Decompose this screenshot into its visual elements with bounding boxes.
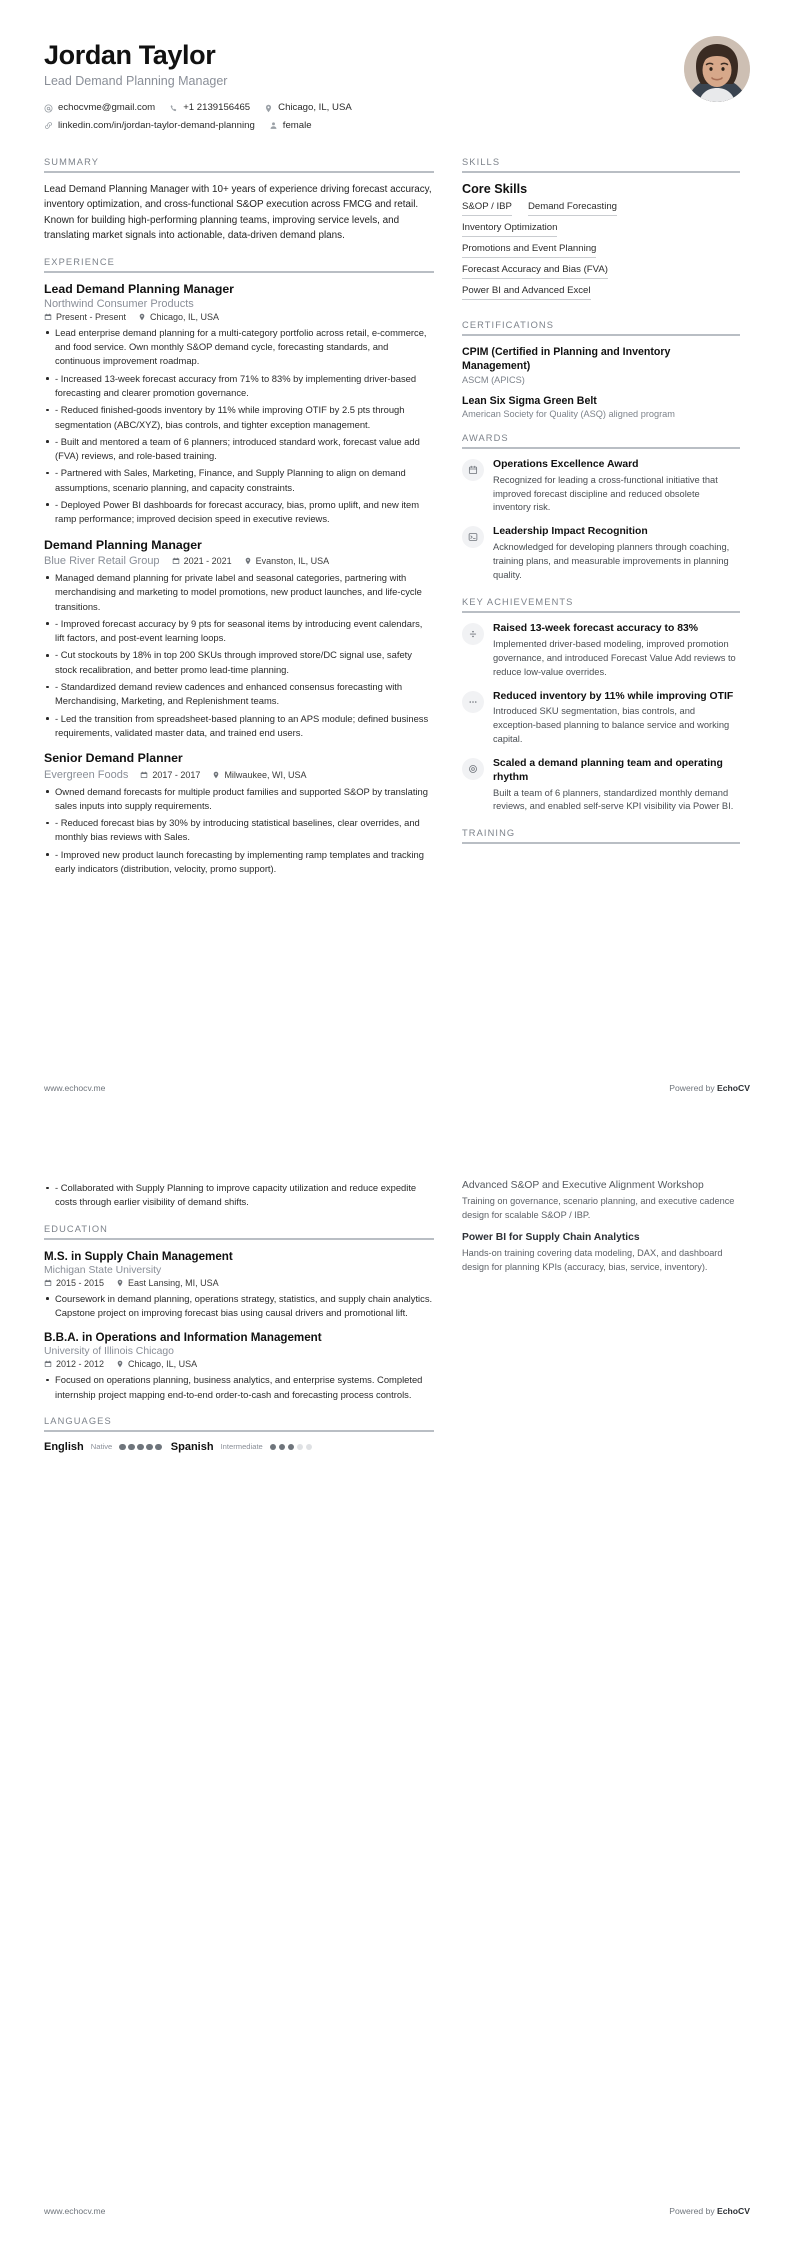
section-divider: [44, 1238, 434, 1240]
language-level: Native: [90, 1442, 113, 1452]
training-title: Power BI for Supply Chain Analytics: [462, 1232, 640, 1244]
divide-icon: [462, 623, 484, 645]
experience-dates: [172, 556, 232, 566]
award-title: Operations Excellence Award: [493, 458, 639, 470]
experience-entry: [44, 538, 434, 741]
bullet: Focused on operations planning, business analytics, and enterprise systems. Completed internship project mapping end-to-end order-to-cash and forecasting process controls.: [44, 1373, 434, 1402]
achievement-title: Raised 13-week forecast accuracy to 83%: [493, 622, 699, 634]
experience-dates-text: 2021 - 2021: [183, 555, 232, 566]
achievement-body: [493, 757, 740, 814]
section-divider: [462, 334, 740, 336]
experience-company: Blue River Retail Group: [44, 554, 160, 567]
calendar-icon: [462, 459, 484, 481]
footer-powered-prefix: Powered by: [669, 1083, 718, 1093]
experience-entry: [44, 282, 434, 526]
section-key-achievements: [462, 597, 740, 814]
dot: [146, 1444, 153, 1451]
section-education: [44, 1224, 434, 1402]
section-awards: [462, 433, 740, 583]
achievement-entry: [462, 622, 740, 680]
language-level-dots: [119, 1444, 162, 1451]
bullet: - Standardized demand review cadences and enhanced consensus forecasting with Merchandising, Marketing, and Replenishment teams.: [44, 680, 434, 709]
person-icon: [269, 121, 278, 130]
certification-issuer: ASCM (APICS): [462, 374, 525, 385]
skills-list: [462, 264, 740, 285]
contact-gender: [269, 120, 312, 132]
certification-entry: [462, 394, 740, 419]
education-dates: [44, 1278, 104, 1288]
bullet: - Cut stockouts by 18% in top 200 SKUs through improved store/DC signal use, safety stock recalibration, and better promo lead-time planning.: [44, 648, 434, 677]
experience-meta: [44, 769, 434, 781]
section-training: [462, 1179, 740, 1275]
dot: [297, 1444, 304, 1451]
experience-bullets: [44, 571, 434, 740]
bullet: Managed demand planning for private label and seasonal categories, partnering with merchandising and marketing to model promotions, new product launches, and life-cycle transitions.: [44, 571, 434, 614]
location-icon: [244, 557, 252, 565]
link-icon: [44, 121, 53, 130]
skills-list: [462, 201, 740, 222]
section-languages: [44, 1416, 434, 1453]
contact-gender-text: female: [282, 119, 312, 131]
contact-phone[interactable]: [169, 102, 250, 114]
achievement-title: Reduced inventory by 11% while improving OTIF: [493, 690, 734, 702]
section-training-heading: [462, 828, 740, 844]
certification-entry: [462, 345, 740, 385]
language-level: Intermediate: [220, 1442, 263, 1452]
footer-powered-prefix: Powered by: [669, 2206, 718, 2216]
experience-location: [212, 770, 306, 780]
experience-location-text: Chicago, IL, USA: [150, 311, 220, 322]
award-body: [493, 458, 740, 516]
experience-dates: [140, 770, 200, 780]
section-heading-awards: AWARDS: [462, 432, 509, 443]
education-dates-text: 2015 - 2015: [56, 1277, 105, 1288]
certification-name: Lean Six Sigma Green Belt: [462, 394, 597, 407]
page-title: Jordan Taylor: [44, 40, 216, 70]
section-heading-key-achievements: KEY ACHIEVEMENTS: [462, 596, 574, 607]
education-entry: [44, 1249, 434, 1321]
bullet: - Partnered with Sales, Marketing, Finance, and Supply Planning to align on demand assumptions, scenario planning, and capacity constraints.: [44, 466, 434, 495]
bullet: Coursework in demand planning, operations strategy, statistics, and supply chain analytics. Capstone project on improving forecast bias using causal drivers and promotional lift.: [44, 1292, 434, 1321]
education-degree: M.S. in Supply Chain Management: [44, 1249, 233, 1263]
bullet: - Increased 13-week forecast accuracy from 71% to 83% by implementing driver-based forecasting and clearer promotion governance.: [44, 372, 434, 401]
section-divider: [462, 447, 740, 449]
bullet: Lead enterprise demand planning for a multi-category portfolio across retail, e-commerce, and food service. Own monthly S&OP demand cycle, forecasting standards, and continuous improvement roadmap.: [44, 326, 434, 369]
skill-item: Power BI and Advanced Excel: [462, 285, 591, 300]
training-entry: [462, 1179, 740, 1222]
section-heading-training: TRAINING: [462, 828, 516, 839]
experience-dates-text: 2017 - 2017: [152, 769, 201, 780]
footer-powered-by: [669, 2206, 750, 2216]
bullet: - Improved forecast accuracy by 9 pts for seasonal items by introducing event calendars, lift factors, and post-event learning loops.: [44, 617, 434, 646]
education-location-text: Chicago, IL, USA: [128, 1359, 198, 1370]
education-location-text: East Lansing, MI, USA: [128, 1277, 219, 1288]
experience-dates: [44, 312, 126, 322]
education-location: [116, 1278, 219, 1288]
experience-location: [244, 556, 330, 566]
education-degree: B.B.A. in Operations and Information Management: [44, 1331, 322, 1345]
section-heading-summary: SUMMARY: [44, 156, 100, 167]
calendar-icon: [172, 557, 180, 565]
bullet: - Reduced forecast bias by 30% by introducing statistical baselines, clear overrides, and monthly bias reviews with Sales.: [44, 816, 434, 845]
footer-brand-name: EchoCV: [717, 1083, 750, 1093]
terminal-icon: [462, 526, 484, 548]
experience-role: Demand Planning Manager: [44, 537, 202, 552]
dot: [279, 1444, 286, 1451]
experience-entry: [44, 751, 434, 876]
achievement-description: Introduced SKU segmentation, bias controls, and exception-based planning to balance service and working capital.: [493, 706, 730, 745]
skills-group-title: Core Skills: [462, 181, 528, 196]
calendar-icon: [44, 313, 52, 321]
experience-location-text: Evanston, IL, USA: [255, 555, 330, 566]
contact-email[interactable]: [44, 102, 155, 114]
contact-row-1: [44, 102, 684, 114]
experience-company: Evergreen Foods: [44, 768, 129, 781]
location-icon: [264, 104, 273, 113]
experience-meta: [44, 312, 434, 322]
education-bullets: [44, 1373, 434, 1402]
education-school: Michigan State University: [44, 1264, 162, 1276]
calendar-icon: [140, 771, 148, 779]
dot: [155, 1444, 162, 1451]
section-heading-education: EDUCATION: [44, 1223, 108, 1234]
achievement-entry: [462, 690, 740, 748]
award-title: Leadership Impact Recognition: [493, 526, 648, 538]
bullet: Owned demand forecasts for multiple product families and supported S&OP by translating sales inputs into supply requirements.: [44, 785, 434, 814]
skills-list: [462, 285, 740, 306]
ellipsis-icon: [462, 691, 484, 713]
education-dates-text: 2012 - 2012: [56, 1359, 105, 1370]
experience-role: Lead Demand Planning Manager: [44, 282, 234, 297]
training-description: Training on governance, scenario planning, and executive cadence design for scalable S&OP / IBP.: [462, 1195, 735, 1220]
bullet: - Improved new product launch forecasting by implementing ramp templates and tracking early indicators (distribution, velocity, promo support).: [44, 848, 434, 877]
right-column: [462, 157, 740, 858]
section-divider: [44, 171, 434, 173]
contact-phone-text: +1 2139156465: [183, 102, 251, 114]
avatar: [684, 36, 750, 102]
experience-role: Senior Demand Planner: [44, 751, 183, 766]
section-heading-skills: SKILLS: [462, 156, 501, 167]
section-certifications: [462, 320, 740, 419]
contact-rows: [44, 102, 684, 132]
skill-item: S&OP / IBP: [462, 201, 512, 216]
experience-bullets: [44, 785, 434, 877]
certification-issuer: American Society for Quality (ASQ) aligned program: [462, 408, 675, 419]
education-school: University of Illinois Chicago: [44, 1346, 174, 1358]
calendar-icon: [44, 1279, 52, 1287]
section-heading-certifications: CERTIFICATIONS: [462, 319, 555, 330]
section-heading-experience: EXPERIENCE: [44, 257, 115, 268]
achievement-title: Scaled a demand planning team and operating rhythm: [493, 758, 723, 783]
experience-company: Northwind Consumer Products: [44, 297, 194, 310]
page-footer-2: [44, 2206, 750, 2216]
achievement-entry: [462, 757, 740, 814]
calendar-icon: [44, 1360, 52, 1368]
footer-brand-name: EchoCV: [717, 2206, 750, 2216]
target-icon: [462, 758, 484, 780]
bullet: - Collaborated with Supply Planning to improve capacity utilization and reduce expedite costs through earlier visibility of demand shifts.: [44, 1181, 434, 1210]
content-columns: [44, 157, 750, 890]
contact-linkedin[interactable]: [44, 120, 255, 132]
skills-list: [462, 243, 740, 264]
experience-bullets-continued: [44, 1181, 434, 1210]
footer-website[interactable]: www.echocv.me: [44, 1083, 106, 1093]
skill-item: Inventory Optimization: [462, 222, 557, 237]
contact-location-text: Chicago, IL, USA: [278, 102, 352, 114]
dot: [119, 1444, 126, 1451]
left-column: [44, 157, 434, 890]
location-icon: [138, 313, 146, 321]
experience-location-text: Milwaukee, WI, USA: [224, 769, 307, 780]
training-description: Hands-on training covering data modeling, DAX, and dashboard design for planning KPIs (accuracy, bias, service, inventory).: [462, 1248, 723, 1273]
bullet: - Reduced finished-goods inventory by 11% while improving OTIF by 2.5 pts through segmentation (ABC/XYZ), bias controls, and tighter exception management.: [44, 403, 434, 432]
bullet: - Deployed Power BI dashboards for forecast accuracy, bias, promo uplift, and new item ramp performance; improved decision speed in executive reviews.: [44, 498, 434, 527]
award-description: Acknowledged for developing planners through coaching, training plans, and measurable improvements in planning quality.: [493, 542, 730, 581]
skill-item: Forecast Accuracy and Bias (FVA): [462, 264, 608, 279]
contact-email-text: echocvme@gmail.com: [58, 102, 156, 114]
contact-linkedin-text: linkedin.com/in/jordan-taylor-demand-planning: [58, 119, 255, 131]
bullet: - Built and mentored a team of 6 planners; introduced standard work, forecast value add (FVA) reviews, and role-based training.: [44, 435, 434, 464]
language-entry: [171, 1441, 313, 1453]
language-name: English: [44, 1440, 84, 1453]
content-columns-page2: [44, 1179, 750, 1467]
section-heading-languages: LANGUAGES: [44, 1415, 112, 1426]
location-icon: [116, 1360, 124, 1368]
languages-list: [44, 1441, 434, 1453]
page-footer-1: [44, 1083, 750, 1093]
right-column-page2: [462, 1179, 740, 1289]
footer-powered-by: [669, 1083, 750, 1093]
left-column-page2: [44, 1179, 434, 1467]
experience-meta: [44, 555, 434, 567]
section-experience: [44, 257, 434, 876]
education-entry: [44, 1330, 434, 1402]
contact-location: [264, 102, 352, 114]
header-text-block: [44, 34, 684, 137]
dot: [137, 1444, 144, 1451]
education-bullets: [44, 1292, 434, 1321]
award-description: Recognized for leading a cross-functional initiative that improved forecast discipline and reduced obsolete inventory risk.: [493, 474, 718, 513]
section-divider: [44, 271, 434, 273]
achievement-body: [493, 690, 740, 748]
phone-icon: [169, 104, 178, 113]
education-dates: [44, 1359, 104, 1369]
footer-website[interactable]: www.echocv.me: [44, 2206, 106, 2216]
experience-dates-text: Present - Present: [56, 311, 127, 322]
resume-page-2: [0, 1123, 794, 2246]
skill-item: Promotions and Event Planning: [462, 243, 596, 258]
education-location: [116, 1359, 197, 1369]
language-level-dots: [270, 1444, 313, 1451]
email-icon: [44, 104, 53, 113]
skills-list: [462, 222, 740, 243]
resume-header: [44, 34, 750, 141]
award-entry: [462, 525, 740, 583]
location-icon: [212, 771, 220, 779]
location-icon: [116, 1279, 124, 1287]
certification-name: CPIM (Certified in Planning and Inventory Management): [462, 345, 671, 373]
section-divider: [462, 171, 740, 173]
skill-item: Demand Forecasting: [528, 201, 617, 216]
achievement-body: [493, 622, 740, 680]
section-divider: [462, 842, 740, 844]
section-summary: [44, 157, 434, 243]
dot: [306, 1444, 313, 1451]
contact-row-2: [44, 120, 684, 132]
experience-bullets: [44, 326, 434, 527]
experience-location: [138, 312, 219, 322]
education-meta: [44, 1278, 434, 1288]
achievement-description: Built a team of 6 planners, standardized monthly demand reviews, and enabled self-serve KPI visibility via Power BI.: [493, 787, 734, 812]
section-divider: [44, 1430, 434, 1432]
section-divider: [462, 611, 740, 613]
language-name: Spanish: [170, 1440, 214, 1453]
dot: [128, 1444, 135, 1451]
award-entry: [462, 458, 740, 516]
training-title: Advanced S&OP and Executive Alignment Workshop: [462, 1180, 704, 1191]
award-body: [493, 525, 740, 583]
education-meta: [44, 1359, 434, 1369]
summary-text: Lead Demand Planning Manager with 10+ years of experience driving forecast accuracy, inventory optimization, and cross-functional S&OP execution across FMCG and retail. Known for building high-performing planning teams, improving service levels, and translating market signals into actionable, data-driven demand plans.: [44, 183, 432, 242]
training-entry: [462, 1231, 740, 1274]
language-entry: [44, 1441, 162, 1453]
bullet: - Led the transition from spreadsheet-based planning to an APS module; defined business requirements, validated master data, and trained end users.: [44, 712, 434, 741]
dot: [288, 1444, 295, 1451]
achievement-description: Implemented driver-based modeling, improved promotion governance, and introduced Forecast Value Add reviews to reduce low-value overrides.: [493, 638, 736, 677]
header-job-title: Lead Demand Planning Manager: [44, 74, 228, 89]
dot: [270, 1444, 277, 1451]
section-skills: [462, 157, 740, 306]
